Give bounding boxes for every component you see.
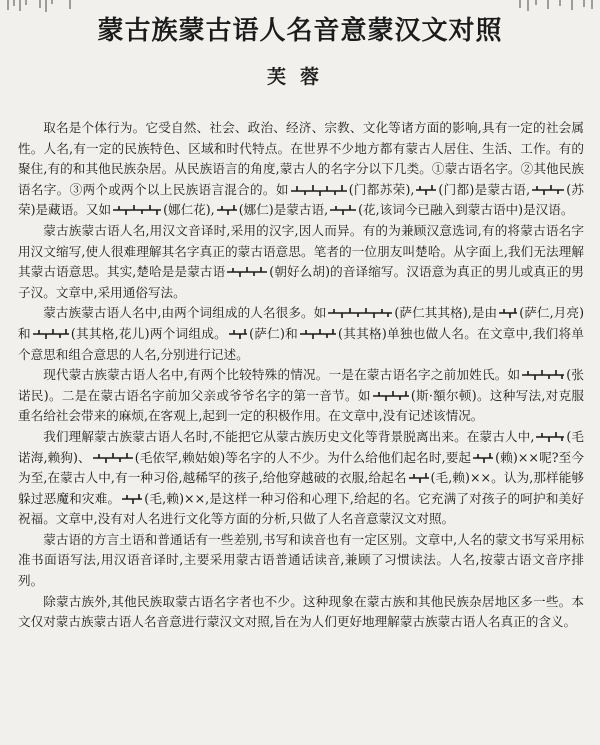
mongolian-script-word-icon	[225, 266, 269, 278]
article-title: 蒙古族蒙古语人名音意蒙汉文对照	[97, 16, 503, 46]
text-segment: (萨仁,月亮)和	[18, 305, 584, 341]
text-segment: (毛,赖)××,是这样一种习俗和心理下,给起的名。它充满了对孩子的呵护和美好祝福。文章中,没有对人名进行文化等方面的分析,只做了人名音意蒙汉文对照。	[18, 490, 585, 527]
article-author: 芙蓉	[266, 66, 333, 88]
mongolian-script-word-icon	[298, 328, 338, 340]
paragraph-cultural-context	[18, 427, 584, 530]
paragraph-transliteration	[18, 221, 584, 303]
mongolian-script-word-icon	[530, 184, 566, 196]
paragraph-special-cases	[18, 365, 584, 427]
mongolian-script-word-icon	[407, 472, 431, 484]
paragraph-compound-names	[18, 303, 584, 365]
text-segment: (萨仁)和	[249, 325, 299, 341]
text-segment: (赖)××呢?至今为至,在蒙古人中,有一种习俗,越稀罕的孩子,给他穿越破的衣服,给起名	[18, 449, 584, 486]
mongolian-script-word-icon	[111, 204, 163, 216]
mongolian-script-word-icon	[215, 204, 239, 216]
text-segment: (萨仁其其格),是由	[394, 305, 498, 321]
text-segment: (苏荣)是藏语。又如	[18, 181, 584, 218]
paragraph-conclusion	[18, 592, 584, 633]
text-segment: 除蒙古族外,其他民族取蒙古语名字者也不少。这种现象在蒙古族和其他民族杂居地区多一些。本文仅对蒙古族蒙古语人名音意进行蒙汉文对照,旨在为人们更好地理解蒙古族蒙古语人名真正的含义。	[18, 593, 584, 630]
text-segment: (斯·額尔顿)。这种写法,对克服重名给社会带来的麻烦,在客观上,起到一定的积极作用。在文章中,没有记述该情况。	[18, 387, 584, 424]
mongolian-script-word-icon	[120, 493, 144, 505]
text-segment: (娜仁)是蒙古语,	[238, 202, 329, 218]
text-segment: (其其格,花儿)两个词组成。	[70, 325, 228, 341]
text-segment: (花,该词今已融入到蒙古语中)是汉语。	[358, 202, 574, 218]
text-segment: 蒙古族蒙古语人名中,由两个词组成的人名很多。如	[43, 305, 327, 321]
mongolian-script-word-icon	[31, 328, 71, 340]
mongolian-script-word-icon	[497, 307, 519, 319]
mongolian-script-word-icon	[471, 452, 495, 464]
text-segment: 蒙古族蒙古语人名,用汉文音译时,采用的汉字,因人而异。有的为兼顾汉意选词,有的将蒙古语名字用汉文缩写,使人很难理解其名字真正的蒙古语意思。笔者的一位朋友叫楚哈。从字面上,我们无法理解其蒙古语意思。其实,楚哈是是蒙古语	[18, 222, 584, 280]
mongolian-script-word-icon	[91, 452, 135, 464]
text-segment: 蒙古语的方言土语和普通话有一些差别,书写和读音也有一定区别。文章中,人名的蒙文书写采用标准书面语写法,用汉语音译时,主要采用蒙古语普通话读音,兼顾了习惯读法。人名,按蒙古语文音序排列。	[18, 531, 584, 589]
mongolian-script-word-icon	[414, 184, 438, 196]
mongolian-script-word-icon	[371, 390, 411, 402]
text-segment: (张诺民)。二是在蒙古语名字前加父亲或爷爷名字的第一音节。如	[18, 367, 584, 403]
text-segment: (其其格)单独也做人名。在文章中,我们将单个意思和组合意思的人名,分别进行记述。	[18, 325, 585, 362]
mongolian-script-word-icon	[227, 328, 249, 340]
mongolian-script-word-icon	[328, 204, 358, 216]
text-segment: 取名是个体行为。它受自然、社会、政治、经济、宗教、文化等诸方面的影响,具有一定的社会属性。人名,有一定的民族特色、区域和时代特点。在世界不少地方都有蒙古人居住、生活、工作。有的聚住,有的和其他民族杂居。从民族语言的角度,蒙古人的名字分以下几类。①蒙古语名字。②其他民族语名字。③两个或两个以上民族语言混合的。如	[18, 120, 584, 197]
mongolian-script-word-icon	[289, 184, 349, 196]
text-segment: (毛,赖)××。认为,那样能够躲过恶魔和灾难。	[18, 470, 584, 506]
text-segment: (门都)是蒙古语,	[438, 181, 531, 197]
paragraph-dialects	[18, 530, 584, 592]
text-segment: (毛诺海,赖狗)、	[18, 428, 584, 465]
mongolian-script-word-icon	[520, 369, 566, 381]
paragraph-intro	[18, 118, 584, 221]
text-segment: (朝好么胡)的音译缩写。汉语意为真正的男儿或真正的男子汉。文章中,采用通俗写法。	[18, 264, 584, 300]
mongolian-script-word-icon	[534, 431, 566, 443]
mongolian-script-word-icon	[326, 307, 394, 319]
article-body	[18, 118, 584, 633]
text-segment: 我们理解蒙古族蒙古语人名时,不能把它从蒙古族历史文化等背景脱离出来。在蒙古人中,	[43, 428, 535, 444]
text-segment: (门都苏荣),	[348, 181, 415, 197]
text-segment: 现代蒙古族蒙古语人名中,有两个比较特殊的情况。一是在蒙古语名字之前加姓氏。如	[43, 367, 521, 383]
text-segment: (毛依罕,赖姑娘)等名字的人不少。为什么给他们起名时,要起	[134, 449, 472, 465]
text-segment: (娜仁花),	[163, 202, 215, 218]
